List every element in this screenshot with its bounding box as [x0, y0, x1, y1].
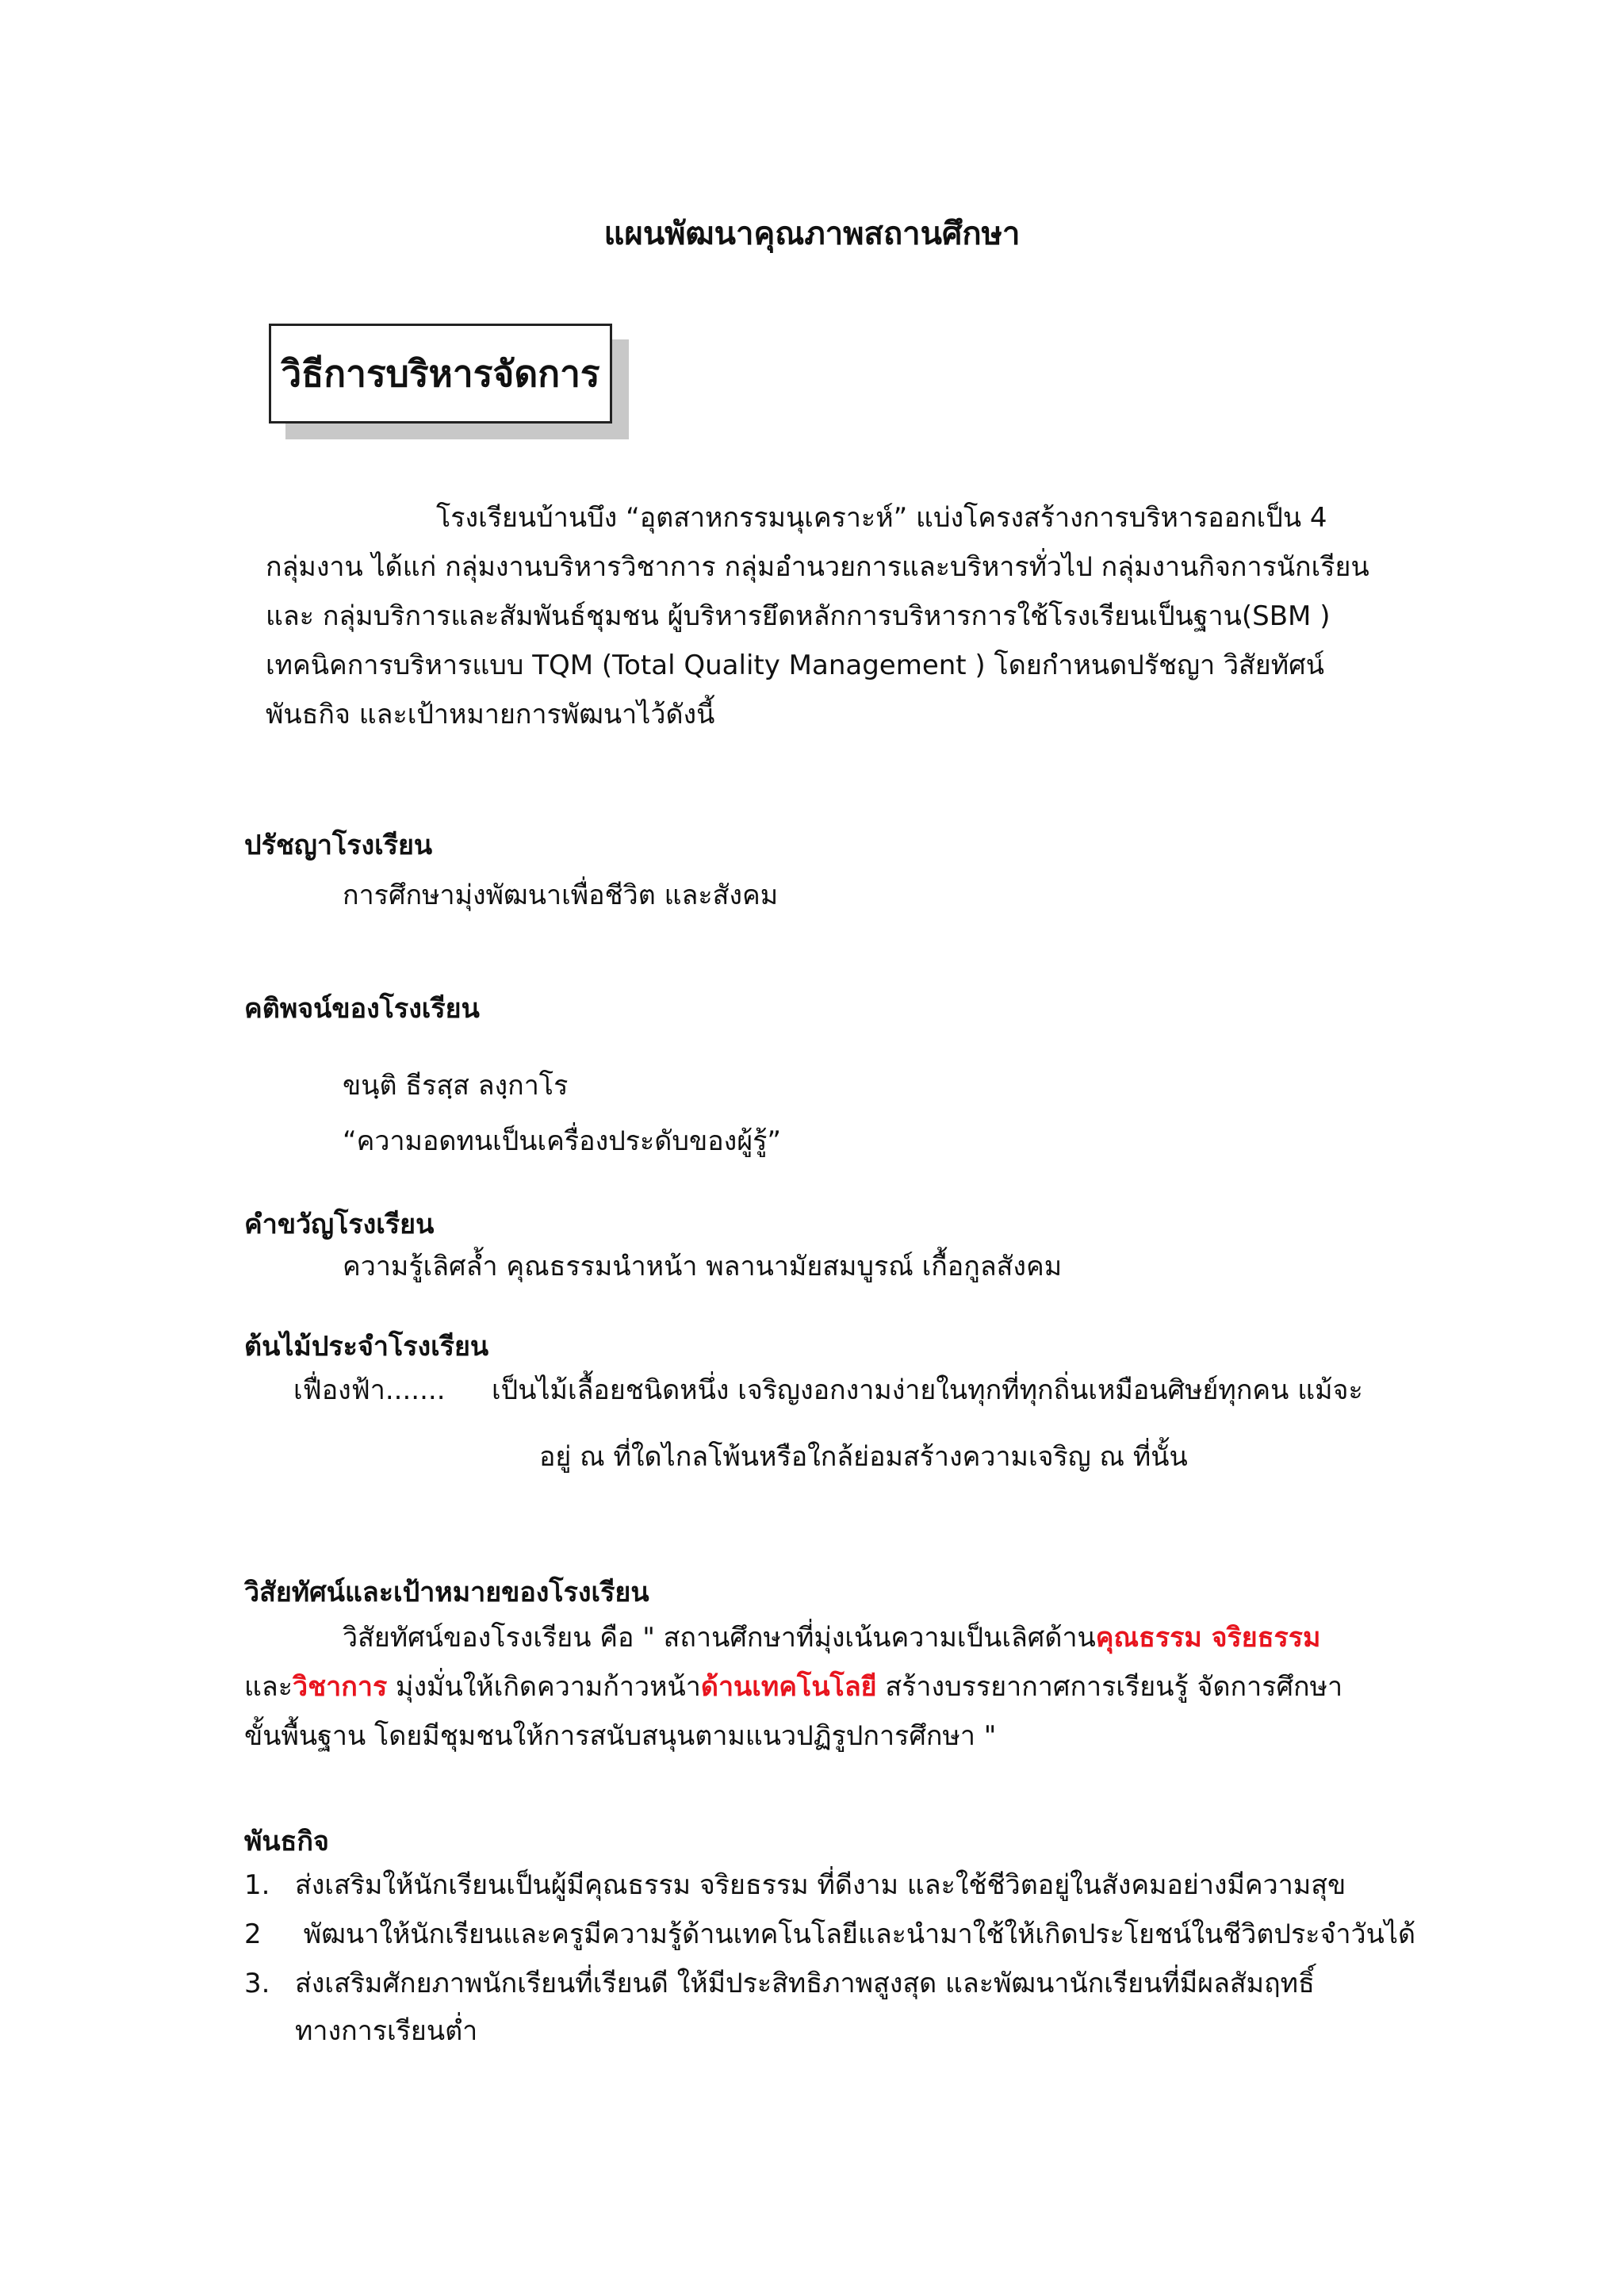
mission-item-text: ส่งเสริมศักยภาพนักเรียนที่เรียนดี ให้มีประสิทธิภาพสูงสุด และพัฒนานักเรียนที่มีผลสัมฤทธิ์ — [295, 1968, 1315, 1999]
tree-name: เฟื่องฟ้า....... — [293, 1374, 446, 1406]
vision-line — [244, 1670, 1342, 1704]
philosophy-heading: ปรัชญาโรงเรียน — [244, 830, 433, 861]
mission-item-text: ส่งเสริมให้นักเรียนเป็นผู้มีคุณธรรม จริยธรรม ที่ดีงาม และใช้ชีวิตอยู่ในสังคมอย่างมีความสุข — [295, 1869, 1346, 1901]
motto-meaning: “ความอดทนเป็นเครื่องประดับของผู้รู้” — [343, 1125, 782, 1157]
vision-highlight: วิชาการ — [293, 1671, 388, 1703]
vision-heading: วิสัยทัศน์และเป้าหมายของโรงเรียน — [244, 1577, 649, 1608]
slogan-text: ความรู้เลิศล้ำ คุณธรรมนำหน้า พลานามัยสมบูรณ์ เกื้อกูลสังคม — [343, 1251, 1063, 1282]
vision-text: มุ่งมั่นให้เกิดความก้าวหน้า — [387, 1671, 701, 1703]
mission-item — [244, 1918, 1415, 1951]
vision-line: ขั้นพื้นฐาน โดยมีชุมชนให้การสนับสนุนตามแนวปฏิรูปการศึกษา " — [244, 1720, 997, 1752]
document-title: แผนพัฒนาคุณภาพสถานศึกษา — [603, 216, 1021, 252]
vision-text: สร้างบรรยากาศการเรียนรู้ จัดการศึกษา — [876, 1671, 1343, 1703]
vision-highlight: คุณธรรม จริยธรรม — [1095, 1622, 1321, 1654]
tree-heading: ต้นไม้ประจำโรงเรียน — [244, 1331, 489, 1363]
intro-line: เทคนิคการบริหารแบบ TQM (Total Quality Management ) โดยกำหนดปรัชญา วิสัยทัศน์ — [266, 650, 1324, 681]
vision-highlight: ด้านเทคโนโลยี — [700, 1671, 877, 1703]
mission-item-number: 3. — [244, 1968, 270, 1999]
tree-description-line: เป็นไม้เลื้อยชนิดหนึ่ง เจริญงอกงามง่ายในทุกที่ทุกถิ่นเหมือนศิษย์ทุกคน แม้จะ — [492, 1374, 1363, 1406]
mission-heading: พันธกิจ — [244, 1826, 329, 1857]
mission-item-number: 2 — [244, 1918, 262, 1950]
mission-item-continuation: ทางการเรียนต่ำ — [295, 2015, 478, 2047]
vision-line — [343, 1621, 1320, 1654]
section-box-title: วิธีการบริหารจัดการ — [269, 324, 612, 424]
vision-text: และ — [244, 1671, 293, 1703]
slogan-heading: คำขวัญโรงเรียน — [244, 1209, 435, 1240]
intro-line: พันธกิจ และเป้าหมายการพัฒนาไว้ดังนี้ — [266, 699, 715, 730]
motto-heading: คติพจน์ของโรงเรียน — [244, 993, 480, 1025]
motto-pali: ขนฺติ ธีรสฺส ลงฺกาโร — [343, 1070, 569, 1102]
tree-description-line: อยู่ ณ ที่ใดไกลโพ้นหรือใกล้ย่อมสร้างความเจริญ ณ ที่นั้น — [539, 1441, 1188, 1473]
mission-item — [244, 1869, 1346, 1902]
philosophy-text: การศึกษามุ่งพัฒนาเพื่อชีวิต และสังคม — [343, 880, 779, 911]
intro-line: และ กลุ่มบริการและสัมพันธ์ชุมชน ผู้บริหารยึดหลักการบริหารการใช้โรงเรียนเป็นฐาน(SBM ) — [266, 600, 1331, 632]
mission-item-number: 1. — [244, 1869, 270, 1901]
intro-line: กลุ่มงาน ได้แก่ กลุ่มงานบริหารวิชาการ กลุ่มอำนวยการและบริหารทั่วไป กลุ่มงานกิจการนักเรียน — [266, 551, 1369, 583]
mission-item — [244, 1967, 1315, 2000]
mission-item-text: พัฒนาให้นักเรียนและครูมีความรู้ด้านเทคโนโลยีและนำมาใช้ให้เกิดประโยชน์ในชีวิตประจำวันได้ — [295, 1918, 1416, 1950]
intro-line: โรงเรียนบ้านบึง “อุตสาหกรรมนุเคราะห์” แบ่งโครงสร้างการบริหารออกเป็น 4 — [436, 502, 1327, 534]
vision-text: วิสัยทัศน์ของโรงเรียน คือ " สถานศึกษาที่มุ่งเน้นความเป็นเลิศด้าน — [343, 1622, 1096, 1654]
